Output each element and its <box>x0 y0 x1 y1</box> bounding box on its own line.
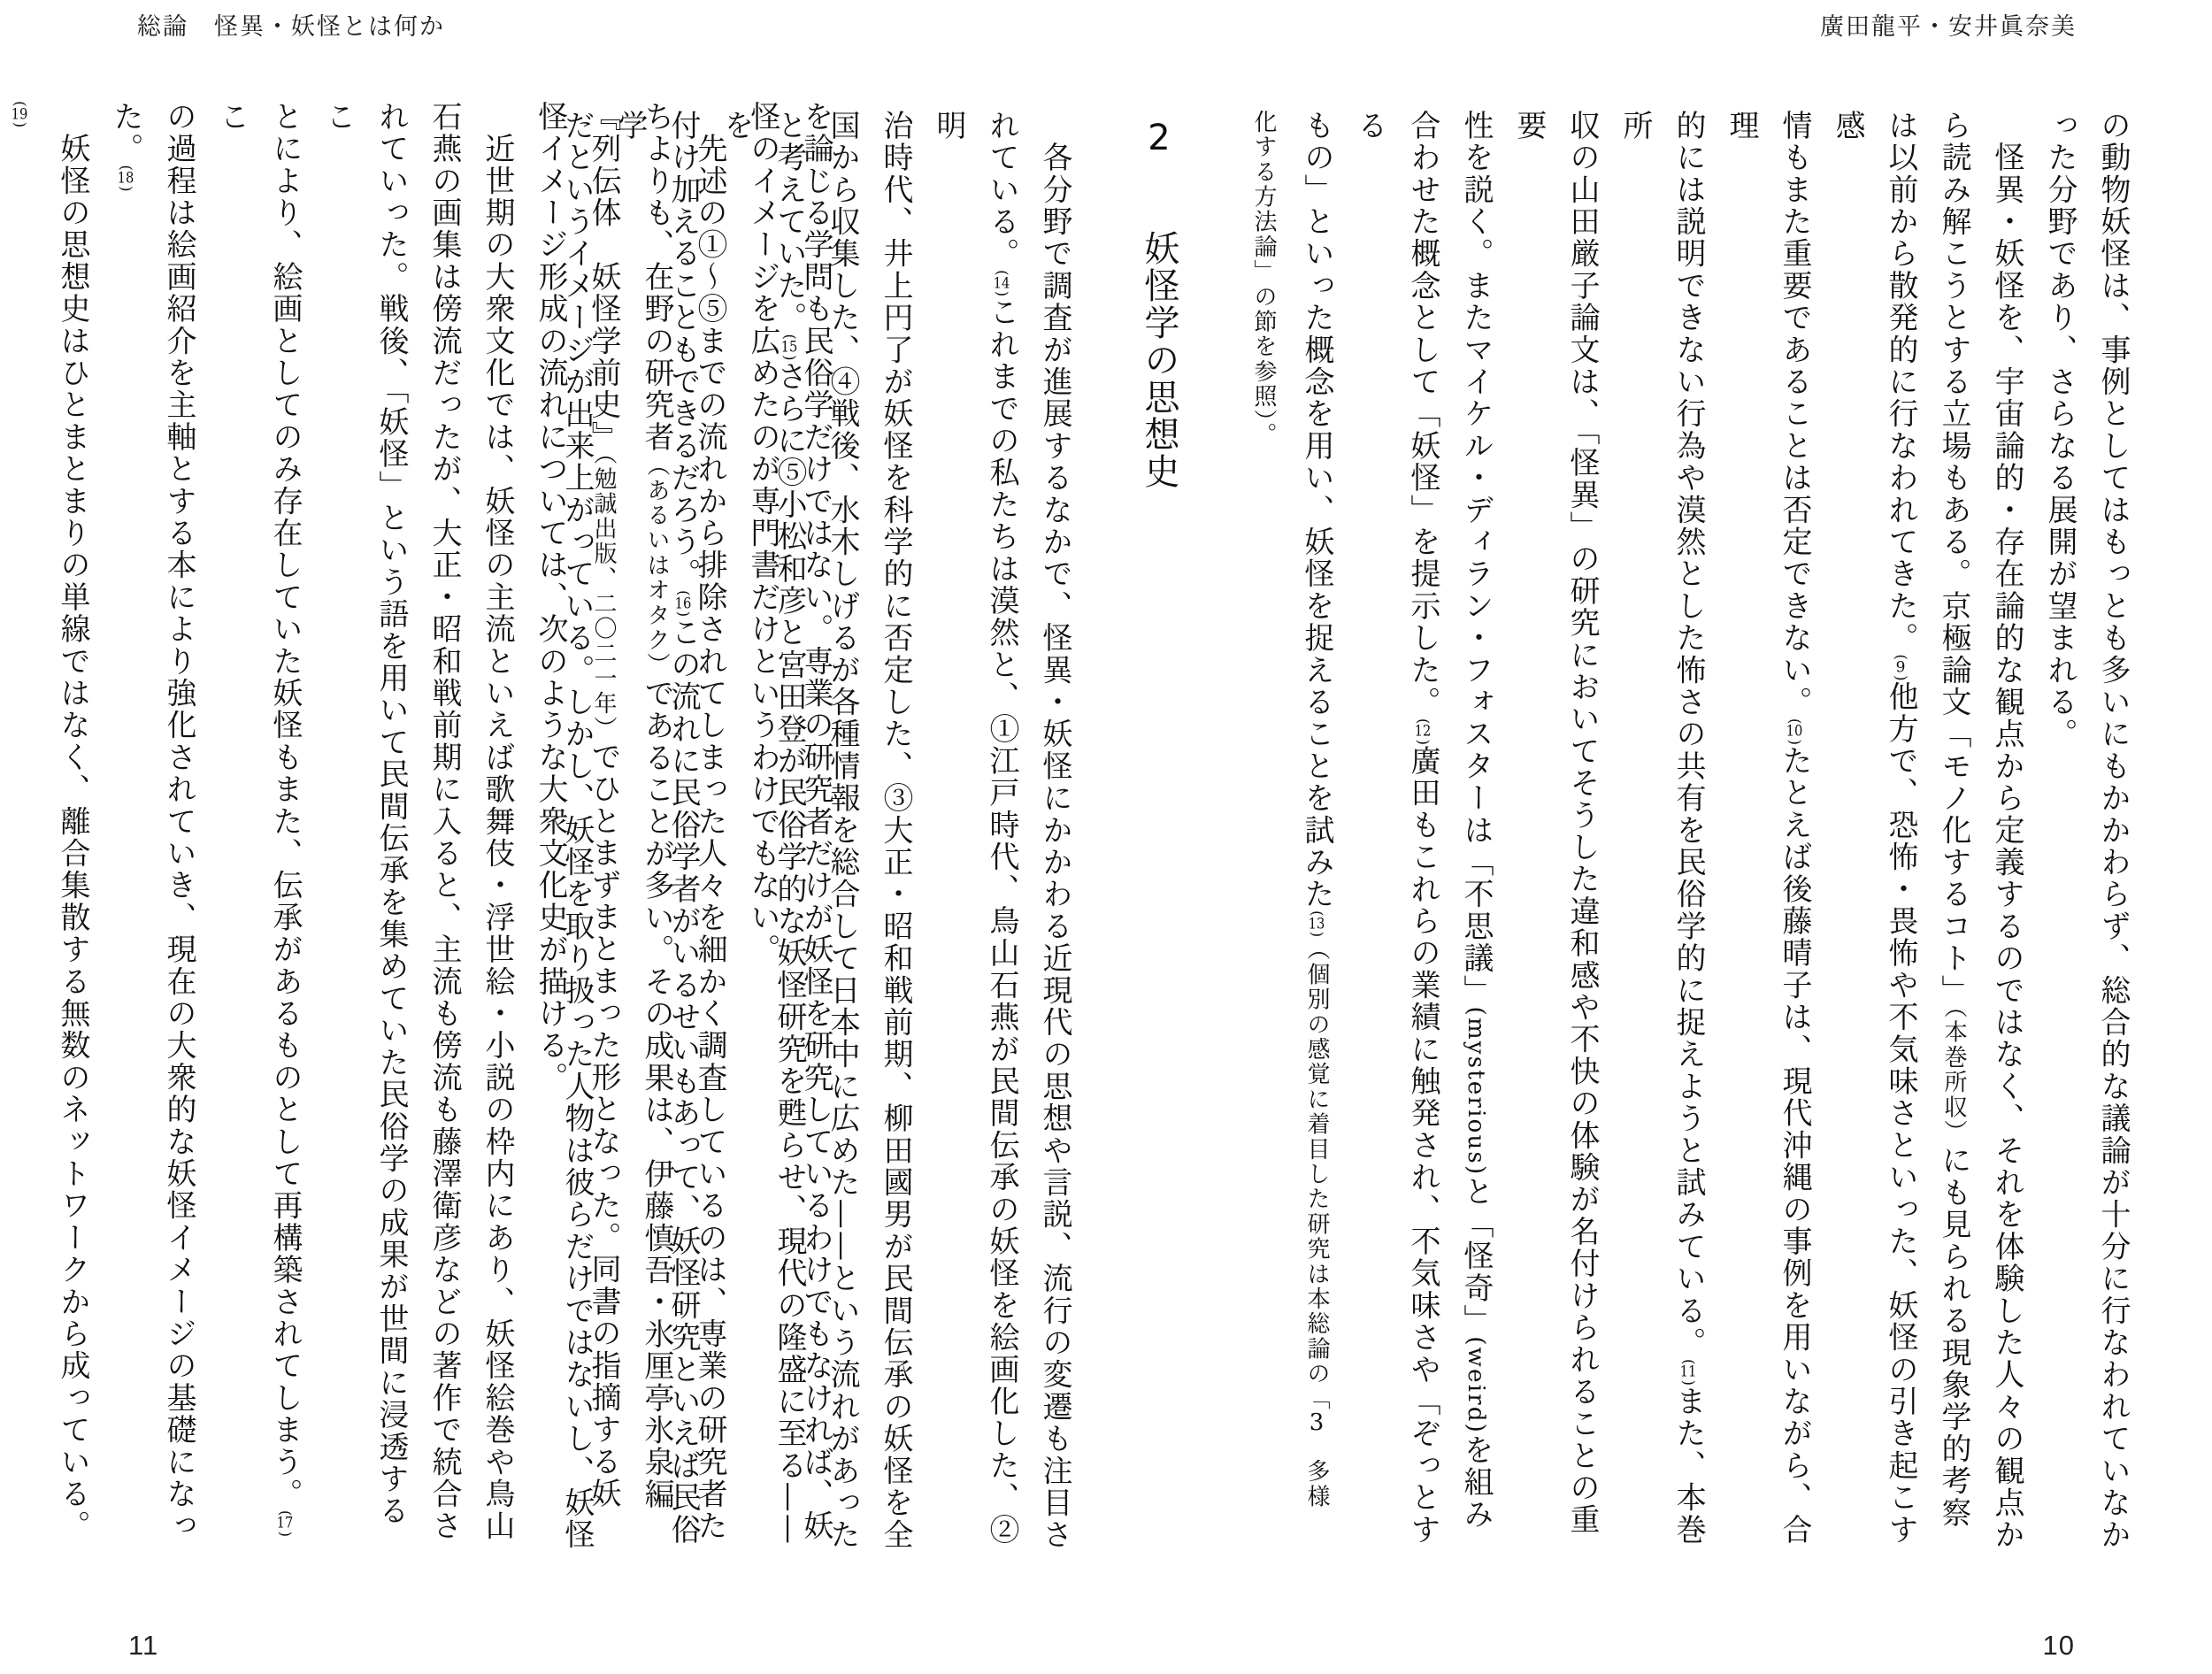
text-line <box>205 101 311 1552</box>
text-segment: 怪異・妖怪を、宇宙論的・存在論的な観点から定義するのではなく、それを体験した人々の観点か <box>1989 110 2024 1551</box>
endnote-marker: ) <box>11 121 28 128</box>
text-line <box>311 101 418 1552</box>
text-segment: た。 <box>108 101 143 165</box>
text-line <box>152 101 205 1552</box>
endnote-marker: 12 <box>1414 724 1432 740</box>
endnote-marker: ) <box>1679 1379 1697 1386</box>
text-segment: 廣田もこれらの業績に触発され、不気味さや「ぞっとする <box>1352 110 1440 1547</box>
text-line <box>789 101 842 1552</box>
text-line <box>1821 110 1927 1561</box>
text-segment: でひとまずまとまった形となった。同書の指摘する妖 <box>586 741 621 1510</box>
endnote-marker: 9 <box>1895 660 1906 676</box>
endnote-marker: ( <box>1308 910 1325 917</box>
text-line <box>922 110 1028 1561</box>
endnote-marker: ( <box>11 101 28 107</box>
text-segment: （あるいはオタク） <box>643 453 670 679</box>
text-segment: であることが多い。その成果は、伊藤慎吾・氷厘亭氷泉編 <box>639 678 674 1511</box>
text-segment: さらに⑤小松和彦と宮田登が民俗学的な妖怪研究を甦らせ、現代の隆盛に至る——を <box>718 110 807 1547</box>
running-head-right: 廣田龍平・安井眞奈美 <box>1820 13 2077 41</box>
text-segment: 情もまた重要であることは否定できない。 <box>1777 110 1812 718</box>
text-segment: と「怪奇」 <box>1458 1176 1494 1337</box>
text-line <box>2086 110 2139 1561</box>
text-segment: たとえば後藤晴子は、現代沖縄の事例を用いながら、合理 <box>1724 110 1812 1547</box>
text-segment: にも見られる現象学的考察 <box>1936 1144 1971 1530</box>
text-line <box>2033 110 2086 1561</box>
endnote-marker: 13 <box>1308 916 1325 932</box>
text-segment: 妖怪学の思想史 <box>1139 156 1179 490</box>
endnote-marker: ) <box>993 290 1010 297</box>
text-line <box>1028 110 1081 1561</box>
text-line <box>1290 110 1343 1561</box>
text-line <box>577 101 630 1552</box>
endnote-marker: ) <box>1786 739 1803 746</box>
endnote-marker: 15 <box>780 340 798 356</box>
text-segment: 治時代、井上円了が妖怪を科学的に否定した、③大正・昭和戦前期、柳田國男が民間伝承の妖怪を全 <box>878 110 913 1551</box>
running-head-left: 総論 怪異・妖怪とは何か <box>137 13 445 41</box>
text-segment: (mysterious) <box>1463 1006 1489 1177</box>
text-segment: こ <box>214 101 250 134</box>
text-line <box>1715 110 1821 1561</box>
endnote-marker: ) <box>780 355 798 361</box>
text-segment: この流れに民俗学者がいるせいもあって、妖怪研究といえば民俗学 <box>612 110 701 1547</box>
text-segment: の動物妖怪は、事例としてはもっとも多いにもかかわらず、総合的な議論が十分に行なわれていなか <box>2095 110 2131 1551</box>
section-heading <box>1130 110 1188 1561</box>
text-segment: 多様 <box>1303 1434 1330 1509</box>
text-segment: ちよりも、在野の研究者 <box>639 101 674 454</box>
text-line <box>1502 110 1609 1561</box>
text-segment: った分野であり、さらなる展開が望まれる。 <box>2042 110 2078 750</box>
endnote-marker: 17 <box>276 1516 294 1532</box>
text-line <box>418 101 471 1552</box>
endnote-marker: ( <box>117 165 134 172</box>
endnote-marker: ) <box>1892 675 1909 681</box>
text-line <box>1980 110 2033 1561</box>
text-segment: 近世期の大衆文化では、妖怪の主流といえば歌舞伎・浮世絵・小説の枠内にあり、妖怪絵巻や鳥山 <box>480 101 515 1542</box>
text-line <box>869 110 922 1561</box>
text-segment: もの」といった概念を用い、妖怪を捉えることを試みた <box>1299 110 1334 910</box>
text-segment: ら読み解こうとする立場もある。京極論文「モノ化するコト」 <box>1936 110 1971 1007</box>
text-segment: 付け加えることもできるだろう。 <box>665 110 701 590</box>
text-segment: と考えていた。 <box>772 110 807 334</box>
text-segment: 『列伝体 妖怪学前史』 <box>586 101 621 454</box>
text-segment: 怪イメージ形成の流れについては、次のような大衆文化史が描ける。 <box>533 101 568 1094</box>
text-segment: 合わせた概念として「妖怪」を提示した。 <box>1405 110 1440 718</box>
text-segment: の過程は絵画紹介を主軸とする本により強化されていき、現在の大衆的な妖怪イメージの基礎になっ <box>161 101 196 1542</box>
endnote-marker: ( <box>276 1509 294 1517</box>
endnote-marker: ( <box>993 270 1010 276</box>
endnote-marker: ) <box>276 1531 294 1538</box>
text-line <box>736 101 789 1552</box>
text-segment: れていった。戦後、「妖怪」という語を用いて民間伝承を集めていた民俗学の成果が世間に浸透するこ <box>320 101 409 1527</box>
endnote-marker: ( <box>1786 718 1803 725</box>
endnote-marker: 14 <box>993 275 1010 291</box>
text-segment: 収の山田厳子論文は、「怪異」の研究においてそうした違和感や不快の体験が名付けられることの重要 <box>1511 110 1600 1536</box>
text-line <box>1927 110 1980 1561</box>
text-segment: 国から収集した、④戦後、水木しげるが各種情報を総合して日本中に広めた——という流れがあった <box>825 110 860 1551</box>
text-segment: 2 <box>1148 120 1171 156</box>
text-line <box>1237 110 1290 1561</box>
text-segment: (weird) <box>1463 1336 1489 1435</box>
endnote-marker: ) <box>1414 739 1432 746</box>
endnote-marker: ( <box>1892 654 1909 661</box>
text-segment: とにより、絵画としてのみ存在していた妖怪もまた、伝承があるものとして再構築されてしまう。 <box>267 101 303 1510</box>
text-segment: また、本巻所 <box>1617 110 1706 1547</box>
text-line <box>471 101 524 1552</box>
endnote-marker: 11 <box>1679 1364 1697 1380</box>
text-line <box>630 101 683 1552</box>
endnote-marker: 16 <box>674 595 692 611</box>
endnote-marker: ) <box>674 610 692 618</box>
endnote-marker: ( <box>674 590 692 596</box>
text-segment: 他方で、恐怖・畏怖や不気味さといった、妖怪の引き起こす感 <box>1830 110 1918 1547</box>
endnote-marker: ( <box>780 334 798 341</box>
text-segment: は以前から散発的に行なわれてきた。 <box>1883 110 1918 655</box>
endnote-marker: 10 <box>1786 724 1803 740</box>
text-line <box>99 101 152 1552</box>
text-segment: 石燕の画集は傍流だったが、大正・昭和戦前期に入ると、主流も傍流も藤澤衛彦などの著作で統合さ <box>426 101 462 1542</box>
text-segment: 化する方法論」の節を参照）。 <box>1250 110 1277 448</box>
text-line <box>1343 110 1449 1561</box>
text-segment: 先述の①〜⑤までの流れから排除されてしまった人々を細かく調査しているのは、専業の研究者た <box>692 101 727 1542</box>
text-segment: （勉誠出版、二〇二一年） <box>590 453 617 741</box>
endnote-marker: ) <box>1308 931 1325 938</box>
text-segment: だというイメージが出来上がっている。しかし、妖怪を取り扱った人物は彼らだけではないし、妖怪 <box>559 110 595 1551</box>
text-line <box>1449 110 1502 1561</box>
endnote-marker: ) <box>117 186 134 192</box>
endnote-marker: ( <box>1414 718 1432 725</box>
text-line <box>0 101 99 1552</box>
endnote-marker: 18 <box>117 171 134 187</box>
text-segment: これまでの私たちは漠然と、①江戸時代、鳥山石燕が民間伝承の妖怪を絵画化した、②明 <box>931 110 1019 1547</box>
endnote-marker: ( <box>1679 1358 1697 1365</box>
text-segment: 怪のイメージを広めたのが専門書だけというわけでもない。 <box>745 101 780 966</box>
text-segment: 3 <box>1309 1411 1325 1435</box>
text-segment: （個別の感覚に着目した研究は本総論の「 <box>1303 937 1330 1412</box>
page-number-left: 11 <box>128 1630 159 1661</box>
text-segment: 妖怪の思想史はひとまとまりの単線ではなく、離合集散する無数のネットワークから成っている。 <box>55 101 90 1542</box>
endnote-marker: 19 <box>11 106 28 122</box>
text-segment: 的には説明できない行為や漠然とした怖さの共有を民俗学的に捉えようと試みている。 <box>1671 110 1706 1359</box>
text-line <box>1609 110 1715 1561</box>
text-segment: を組み <box>1458 1434 1494 1531</box>
text-line <box>524 101 577 1552</box>
text-line <box>683 101 736 1552</box>
text-segment: れている。 <box>984 110 1019 270</box>
text-segment: 各分野で調査が進展するなかで、怪異・妖怪にかかわる近現代の思想や言説、流行の変遷も注目さ <box>1037 110 1072 1551</box>
text-segment: を論じる学問も民俗学だけではない。専業の研究者だけが妖怪を研究しているわけでもなければ、妖 <box>798 101 833 1542</box>
page-number-right: 10 <box>2042 1630 2075 1661</box>
text-segment: （本巻所収） <box>1940 1006 1967 1145</box>
page-left-body <box>0 101 842 1552</box>
text-segment: 性を説く。またマイケル・ディラン・フォスターは「不思議」 <box>1458 110 1494 1007</box>
